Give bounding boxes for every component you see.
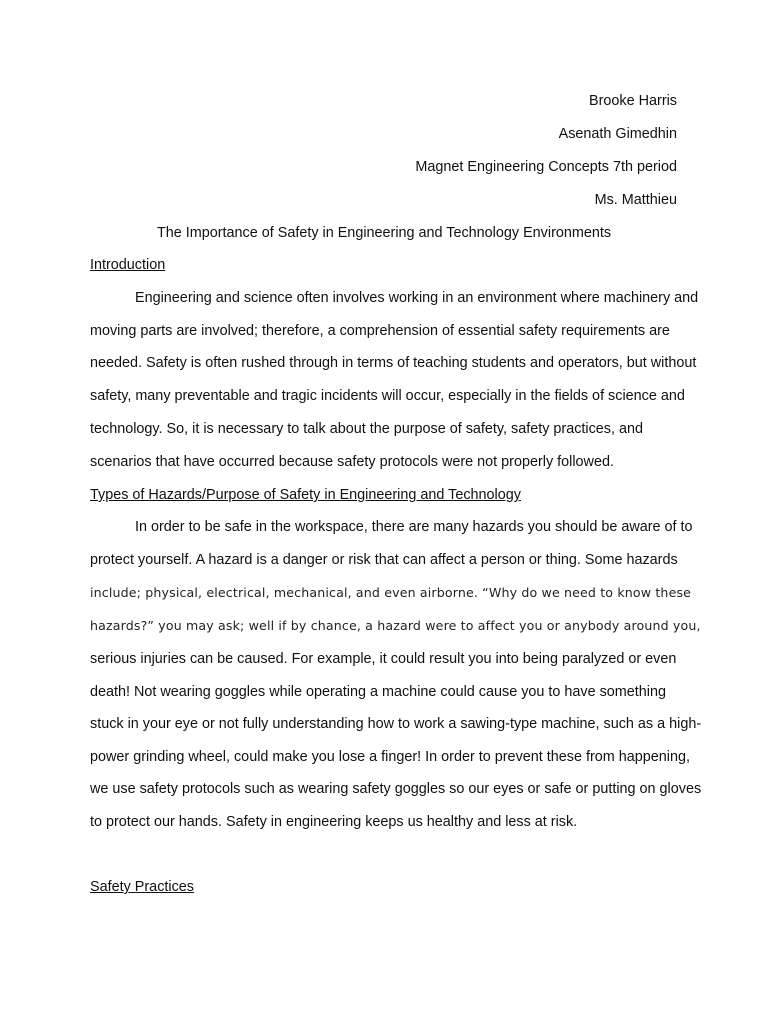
- paragraph-line: safety, many preventable and tragic incidents will occur, especially in the fields of science and: [90, 388, 685, 404]
- paragraph-line: death! Not wearing goggles while operating a machine could cause you to have something: [90, 684, 666, 700]
- course-name: Magnet Engineering Concepts 7th period: [415, 159, 677, 175]
- paragraph-line: we use safety protocols such as wearing safety goggles so our eyes or safe or putting on gloves: [90, 781, 702, 797]
- paragraph-line: power grinding wheel, could make you lose a finger! In order to prevent these from happening,: [90, 749, 690, 765]
- teacher-name: Ms. Matthieu: [594, 192, 677, 208]
- section-heading-safety-practices: Safety Practices: [90, 879, 194, 895]
- paragraph-line: technology. So, it is necessary to talk about the purpose of safety, safety practices, and: [90, 421, 644, 437]
- paragraph-line: scenarios that have occurred because safety protocols were not properly followed.: [90, 454, 614, 470]
- section-heading-hazards: Types of Hazards/Purpose of Safety in Engineering and Technology: [90, 487, 521, 503]
- paragraph-line: protect yourself. A hazard is a danger or risk that can affect a person or thing. Some hazards: [90, 552, 678, 568]
- paragraph-line: to protect our hands. Safety in engineering keeps us healthy and less at risk.: [90, 814, 578, 830]
- paragraph-line: In order to be safe in the workspace, there are many hazards you should be aware of to: [135, 519, 693, 535]
- paragraph-line: moving parts are involved; therefore, a comprehension of essential safety requirements are: [90, 323, 670, 339]
- section-heading-introduction: Introduction: [90, 257, 166, 273]
- author-name-1: Brooke Harris: [589, 93, 677, 109]
- author-name-2: Asenath Gimedhin: [558, 126, 677, 142]
- paragraph-line: hazards?” you may ask; well if by chance, a hazard were to affect you or anybody around you,: [90, 618, 701, 633]
- document-title: The Importance of Safety in Engineering and Technology Environments: [156, 225, 612, 241]
- paragraph-line: serious injuries can be caused. For example, it could result you into being paralyzed or even: [90, 651, 677, 667]
- paragraph-line: needed. Safety is often rushed through in terms of teaching students and operators, but without: [90, 355, 697, 371]
- paragraph-line: Engineering and science often involves working in an environment where machinery and: [135, 290, 699, 306]
- paragraph-line: include; physical, electrical, mechanical, and even airborne. “Why do we need to know these: [90, 585, 692, 600]
- paragraph-line: stuck in your eye or not fully understanding how to work a sawing-type machine, such as a high-: [90, 716, 702, 732]
